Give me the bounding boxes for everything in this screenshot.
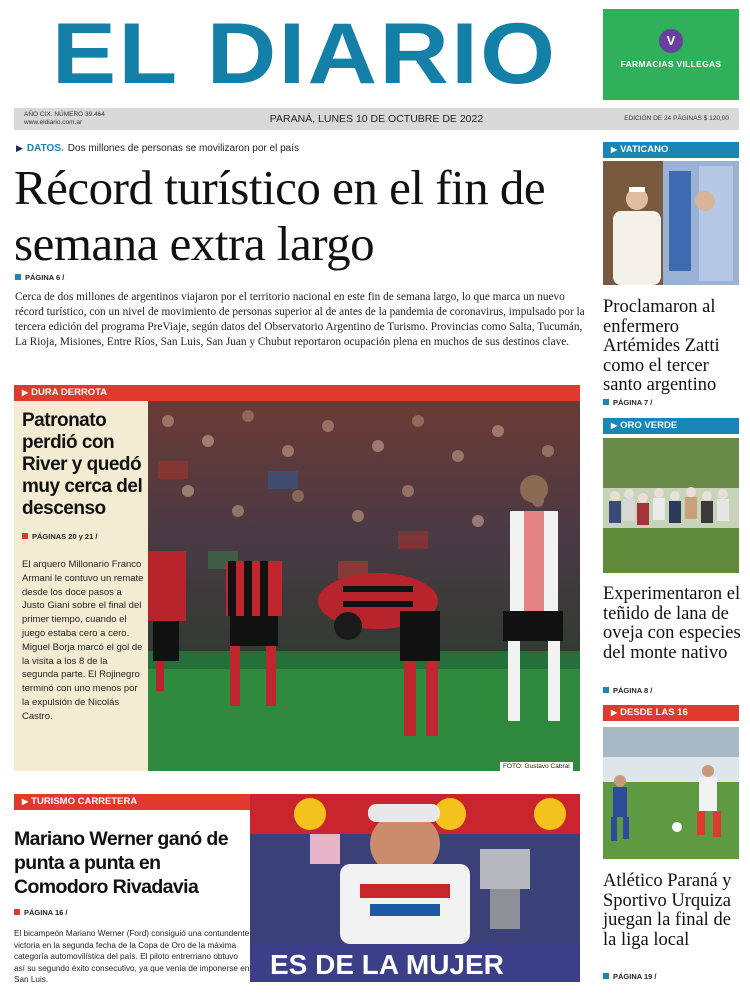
year-issue: AÑO CIX. NÚMERO 39.464 [24, 111, 105, 118]
sport-body: El arquero Millonario Franco Armani le contuvo un remate desde los doce pasos a Justo Giani sobre el final del primer tiempo, cuando el juego estaba cero a cero. Miguel Borja marcó el gol de la visita a los 8 de la segunda parte. El Rojinegro terminó con uno menos por la expulsión de Nicolás Castro. [22, 559, 144, 722]
section-bar-desde-las-16: ▶ DESDE LAS 16 [603, 705, 739, 721]
football-photo-illustration [148, 401, 580, 771]
vatican-page-ref: PÁGINA 7 / [603, 398, 652, 407]
football-photo[interactable] [148, 401, 580, 771]
local-football-photo[interactable] [603, 727, 739, 859]
triangle-icon: ▶ [611, 145, 618, 154]
racing-photo-illustration [250, 794, 580, 982]
sport-headline[interactable]: Patronato perdió con River y quedó muy cerca del descenso [22, 410, 143, 519]
info-bar [14, 108, 739, 130]
main-headline[interactable]: Récord turístico en el fin de semana extra largo [14, 160, 546, 271]
pharmacy-ad-text: FARMACIAS VILLEGAS [620, 59, 722, 69]
edition-date: PARANÁ, LUNES 10 DE OCTUBRE DE 2022 [269, 113, 484, 125]
pharmacy-ad[interactable] [603, 9, 739, 100]
racing-page-ref: PÁGINA 16 / [14, 908, 67, 917]
oro-verde-photo[interactable] [603, 438, 739, 573]
racing-body: El bicampeón Mariano Werner (Ford) consiguió una contundente victoria en la segunda fecha de la Copa de Oro de la máxima categoría automovilística del país. El piloto entrerriano obtuvo así su segundo éxito consecutivo, ya que venía de imponerse en San Luis. [14, 929, 250, 985]
oro-verde-photo-illustration [603, 438, 739, 573]
newspaper-logo[interactable]: EL DIARIO [52, 6, 558, 102]
section-bar-oro-verde: ▶ ORO VERDE [603, 418, 739, 434]
local-football-headline[interactable]: Atlético Paraná y Sportivo Urquiza juegan la final de la liga local [603, 871, 732, 950]
square-icon [14, 909, 20, 915]
square-icon [22, 533, 28, 539]
oro-verde-page-ref: PÁGINA 8 / [603, 686, 652, 695]
oro-verde-headline[interactable]: Experimentaron el teñido de lana de oveja con especies del monte nativo [603, 584, 741, 663]
main-page-ref: PÁGINA 6 / [15, 273, 64, 282]
vatican-photo[interactable] [603, 161, 739, 285]
main-lead: Cerca de dos millones de argentinos viajaron por el territorio nacional en este fin de semana largo, lo que marca un nuevo récord turístico, con un nivel de movimiento de personas superior al de antes de la pandemia de coronavirus, impulsado por la tercera edición del programa PreViaje, según datos del Observatorio Argentino de Turismo. Provincias como Salta, Tucumán, La Rioja, Misiones, Entre Ríos, San Luis, San Juan y Chubut reportaron ocupación plena en muchos de sus destinos clave. [15, 291, 585, 348]
vatican-photo-illustration [603, 161, 739, 285]
section-bar-turismo-carretera: ▶ TURISMO CARRETERA [14, 794, 250, 810]
triangle-icon: ▶ [611, 421, 618, 430]
square-icon [603, 973, 609, 979]
website[interactable]: www.eldiario.com.ar [24, 119, 83, 126]
racing-banner-text: ES DE LA MUJER [270, 949, 504, 980]
pharmacy-logo-icon: V [659, 29, 683, 53]
local-football-photo-illustration [603, 727, 739, 859]
kicker-text: Dos millones de personas se movilizaron por el país [67, 143, 300, 154]
local-football-page-ref: PÁGINA 19 / [603, 972, 656, 981]
triangle-icon: ▶ [22, 797, 29, 806]
racing-headline[interactable]: Mariano Werner ganó de punta a punta en Comodoro Rivadavia [14, 828, 228, 898]
photo-credit: FOTO: Gustavo Cabral [500, 762, 573, 771]
triangle-icon: ▶ [611, 708, 618, 717]
sport-page-ref: PÁGINAS 20 y 21 / [22, 532, 97, 541]
section-bar-dura-derrota: ▶ DURA DERROTA [14, 385, 580, 401]
triangle-icon: ▶ [16, 143, 23, 153]
square-icon [15, 274, 21, 280]
vatican-headline[interactable]: Proclamaron al enfermero Artémides Zatti como el tercer santo argentino [603, 297, 720, 395]
triangle-icon: ▶ [22, 388, 29, 397]
edition-price: EDICIÓN DE 24 PÁGINAS $ 120,00 [624, 115, 729, 122]
main-kicker [16, 143, 299, 154]
kicker-label: DATOS. [26, 143, 64, 154]
square-icon [603, 687, 609, 693]
masthead [14, 8, 596, 100]
racing-photo[interactable] [250, 794, 580, 982]
section-bar-vaticano: ▶ VATICANO [603, 142, 739, 158]
square-icon [603, 399, 609, 405]
